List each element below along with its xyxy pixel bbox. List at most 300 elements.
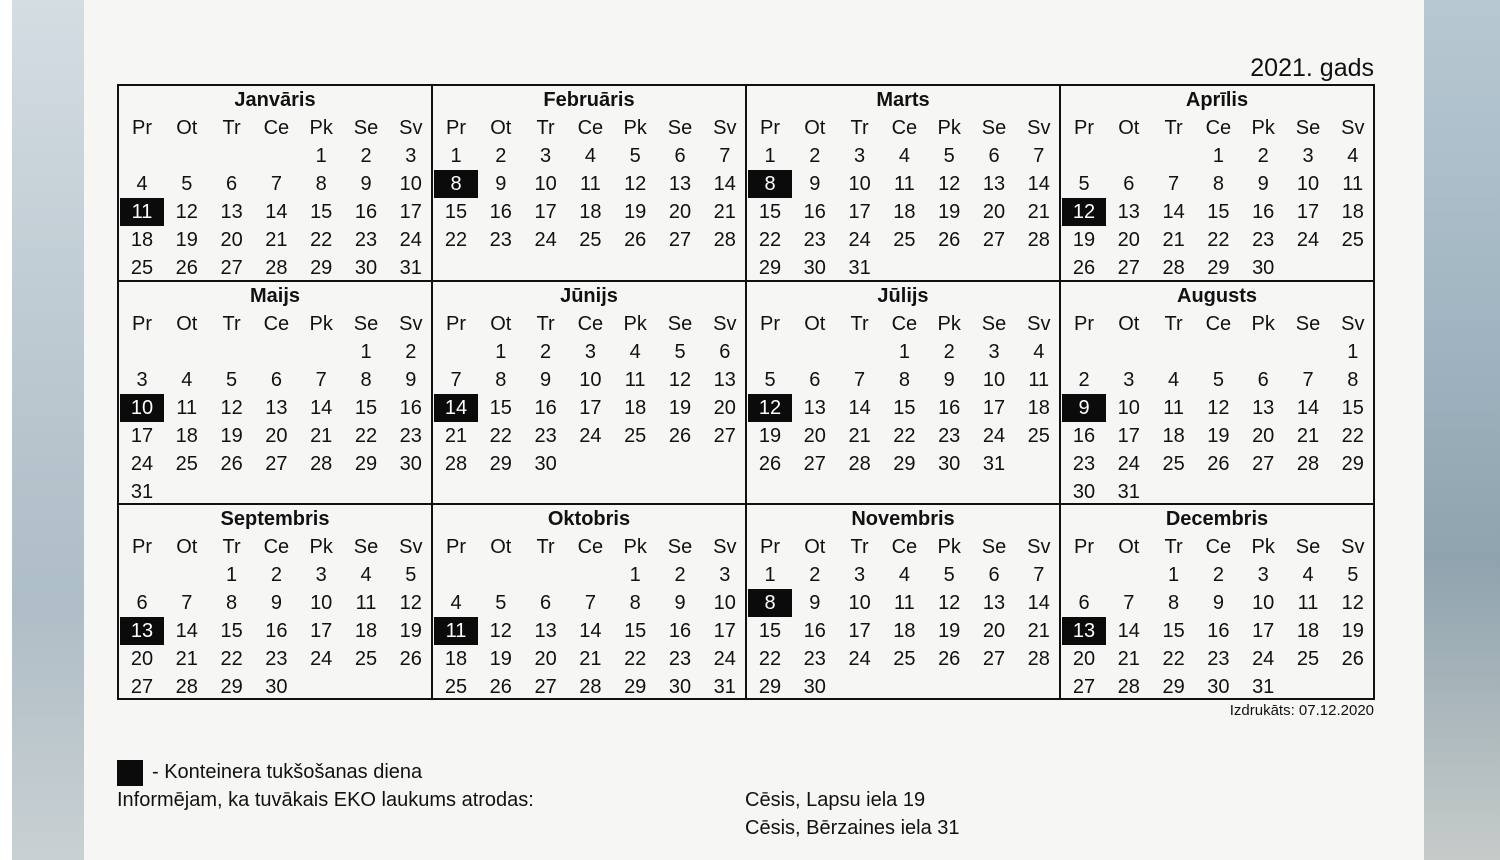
calendar-day: 5 (1212, 369, 1224, 391)
month-block (1061, 282, 1373, 505)
calendar-day: 18 (1027, 397, 1050, 419)
month-block (433, 282, 747, 505)
calendar-day: 5 (181, 173, 193, 195)
calendar-day: 29 (1162, 676, 1185, 698)
month-title: Aprīlis (1185, 89, 1249, 111)
calendar-day: 26 (399, 648, 422, 670)
calendar-day: 18 (1162, 425, 1185, 447)
weekday-header: Sv (1341, 536, 1365, 558)
calendar-day: 14 (1027, 173, 1050, 195)
calendar-day: 17 (848, 201, 871, 223)
calendar-day: 7 (1168, 173, 1180, 195)
calendar-day: 2 (809, 145, 821, 167)
calendar-day: 18 (354, 620, 378, 642)
weekday-header: Pk (623, 117, 647, 139)
calendar-day: 29 (1341, 453, 1364, 475)
calendar-day: 19 (668, 397, 692, 419)
calendar-day: 6 (809, 369, 821, 391)
month-block (433, 505, 747, 698)
calendar-day: 9 (270, 592, 282, 614)
calendar-day: 12 (220, 397, 243, 419)
calendar-day: 21 (265, 229, 288, 251)
calendar-day: 24 (848, 229, 871, 251)
calendar-day: 20 (265, 425, 288, 447)
calendar-day: 29 (893, 453, 916, 475)
calendar-day: 30 (1207, 676, 1230, 698)
calendar-day: 28 (848, 453, 871, 475)
calendar-day: 26 (668, 425, 692, 447)
calendar-day: 28 (175, 676, 198, 698)
weekday-header: Se (1295, 313, 1321, 335)
calendar-day: 12 (938, 592, 961, 614)
calendar-day: 2 (360, 145, 372, 167)
calendar-day: 7 (270, 173, 282, 195)
month-title: Oktobris (547, 508, 631, 530)
calendar-day: 21 (310, 425, 333, 447)
calendar-day: 18 (175, 425, 198, 447)
calendar-day: 2 (540, 341, 552, 363)
calendar-day: 3 (719, 564, 731, 586)
weekday-header: Ce (577, 117, 604, 139)
calendar-day: 28 (444, 453, 468, 475)
calendar-day: 1 (764, 564, 776, 586)
calendar-day: 3 (854, 564, 866, 586)
calendar-day: 11 (624, 369, 646, 391)
calendar-day: 23 (668, 648, 692, 670)
calendar-day: 2 (495, 145, 507, 167)
calendar-day: 7 (1302, 369, 1314, 391)
calendar-day: 31 (399, 257, 422, 279)
calendar-day: 10 (713, 592, 736, 614)
calendar-day: 11 (580, 173, 601, 195)
weekday-header: Tr (536, 536, 555, 558)
calendar-day: 16 (265, 620, 288, 642)
calendar-day: 6 (1078, 592, 1090, 614)
calendar-day: 27 (265, 453, 288, 475)
calendar-day: 27 (982, 229, 1006, 251)
weekday-header: Ce (1205, 117, 1232, 139)
weekday-header: Pk (309, 536, 333, 558)
calendar-day: 23 (534, 425, 557, 447)
calendar-day: 4 (584, 145, 596, 167)
weekday-header: Ce (577, 536, 604, 558)
calendar-day: 14 (1162, 201, 1185, 223)
calendar-day: 2 (1257, 145, 1269, 167)
calendar-day: 15 (489, 397, 512, 419)
weekday-header: Ce (891, 313, 918, 335)
calendar-day: 17 (399, 201, 422, 223)
month-block (1061, 86, 1373, 282)
calendar-day: 27 (668, 229, 692, 251)
calendar-day: 26 (938, 229, 961, 251)
calendar-day: 10 (399, 173, 422, 195)
weekday-header: Se (667, 117, 693, 139)
calendar-day: 11 (894, 173, 915, 195)
calendar-day: 30 (803, 676, 826, 698)
calendar-day: 5 (943, 564, 955, 586)
calendar-day: 27 (534, 676, 557, 698)
calendar-day: 7 (315, 369, 327, 391)
collection-day: 9 (1062, 394, 1106, 422)
month-block (119, 505, 433, 698)
calendar-day: 20 (668, 201, 692, 223)
calendar-day: 2 (1212, 564, 1224, 586)
calendar-day: 15 (1162, 620, 1185, 642)
calendar-day: 19 (399, 620, 422, 642)
weekday-header: Pr (760, 117, 780, 139)
calendar-day: 26 (175, 257, 198, 279)
month-block (433, 86, 747, 282)
calendar-day: 11 (1028, 369, 1050, 391)
weekday-header: Pr (1074, 117, 1094, 139)
calendar-day: 11 (176, 397, 198, 419)
calendar-day: 6 (1123, 173, 1135, 195)
weekday-header: Sv (1341, 117, 1365, 139)
calendar-day: 18 (130, 229, 154, 251)
calendar-day: 26 (220, 453, 243, 475)
calendar-day: 19 (938, 201, 961, 223)
calendar-day: 3 (405, 145, 417, 167)
calendar-day: 23 (938, 425, 961, 447)
calendar-day: 25 (893, 648, 916, 670)
calendar-day: 17 (534, 201, 557, 223)
calendar-day: 10 (848, 592, 871, 614)
weekday-header: Tr (850, 536, 869, 558)
calendar-day: 20 (803, 425, 826, 447)
calendar-day: 8 (898, 369, 910, 391)
calendar-day: 20 (982, 620, 1006, 642)
calendar-day: 7 (450, 369, 462, 391)
calendar-day: 3 (1257, 564, 1269, 586)
calendar-day: 24 (579, 425, 602, 447)
calendar-day: 16 (803, 620, 826, 642)
calendar-day: 12 (399, 592, 422, 614)
calendar-day: 4 (181, 369, 193, 391)
calendar-day: 26 (489, 676, 512, 698)
calendar-day: 5 (943, 145, 955, 167)
calendar-day: 12 (175, 201, 198, 223)
weekday-header: Se (981, 117, 1007, 139)
weekday-header: Pr (132, 536, 152, 558)
calendar-day: 8 (495, 369, 507, 391)
calendar-day: 25 (444, 676, 468, 698)
calendar-day: 8 (1347, 369, 1359, 391)
calendar-day: 16 (803, 201, 826, 223)
calendar-day: 22 (758, 648, 782, 670)
calendar-day: 14 (579, 620, 602, 642)
weekday-header: Ot (1118, 313, 1140, 335)
calendar-day: 1 (315, 145, 327, 167)
calendar-day: 22 (624, 648, 647, 670)
calendar-day: 18 (893, 620, 916, 642)
calendar-day: 11 (1163, 397, 1184, 419)
calendar-day: 15 (758, 201, 782, 223)
calendar-day: 3 (1302, 145, 1314, 167)
calendar-day: 15 (893, 397, 916, 419)
calendar-day: 30 (354, 257, 378, 279)
month-title: Maijs (249, 285, 301, 307)
location-1: Cēsis, Lapsu iela 19 (745, 789, 926, 811)
calendar-day: 21 (175, 648, 198, 670)
calendar-day: 21 (1296, 425, 1320, 447)
calendar-day: 22 (354, 425, 378, 447)
calendar-day: 24 (848, 648, 871, 670)
calendar-day: 9 (405, 369, 417, 391)
calendar-day: 27 (220, 257, 243, 279)
weekday-header: Se (667, 536, 693, 558)
location-2: Cēsis, Bērzaines iela 31 (745, 817, 960, 839)
month-title: Septembris (220, 508, 330, 530)
calendar-day: 10 (1117, 397, 1140, 419)
calendar-day: 10 (848, 173, 871, 195)
calendar-day: 7 (854, 369, 866, 391)
calendar-day: 11 (1297, 592, 1319, 614)
calendar-day: 25 (354, 648, 378, 670)
calendar-day: 20 (982, 201, 1006, 223)
month-title: Jūlijs (877, 285, 929, 307)
calendar-day: 13 (534, 620, 557, 642)
calendar-day: 13 (982, 592, 1006, 614)
calendar-day: 21 (848, 425, 871, 447)
calendar-day: 31 (848, 257, 871, 279)
calendar-day: 9 (360, 173, 372, 195)
weekday-header: Ce (891, 117, 918, 139)
weekday-header: Ot (804, 117, 826, 139)
calendar-day: 29 (310, 257, 333, 279)
calendar-day: 1 (764, 145, 776, 167)
weekday-header: Sv (713, 536, 737, 558)
weekday-header: Ce (577, 313, 604, 335)
weekday-header: Sv (713, 313, 737, 335)
calendar-day: 15 (624, 620, 647, 642)
calendar-day: 29 (758, 257, 782, 279)
calendar-day: 25 (1296, 648, 1320, 670)
calendar-day: 31 (982, 453, 1006, 475)
collection-day: 8 (434, 170, 478, 198)
calendar-day: 22 (489, 425, 512, 447)
calendar-day: 28 (579, 676, 602, 698)
calendar-day: 4 (898, 564, 910, 586)
weekday-header: Pr (132, 117, 152, 139)
calendar-day: 6 (719, 341, 731, 363)
calendar-day: 6 (226, 173, 238, 195)
calendar-day: 21 (444, 425, 468, 447)
calendar-day: 21 (1027, 620, 1050, 642)
calendar-day: 27 (1252, 453, 1275, 475)
calendar-day: 17 (982, 397, 1006, 419)
weekday-header: Pr (446, 536, 466, 558)
weekday-header: Se (1295, 117, 1321, 139)
calendar-day: 9 (540, 369, 552, 391)
collection-day: 11 (434, 617, 478, 645)
calendar-day: 24 (130, 453, 154, 475)
calendar-day: 23 (803, 229, 826, 251)
weekday-header: Sv (713, 117, 737, 139)
weekday-header: Sv (1027, 536, 1051, 558)
weekday-header: Ce (891, 536, 918, 558)
weekday-header: Ot (490, 117, 512, 139)
weekday-header: Ot (1118, 536, 1140, 558)
calendar-day: 15 (220, 620, 243, 642)
calendar-day: 2 (809, 564, 821, 586)
calendar-day: 4 (1168, 369, 1180, 391)
weekday-header: Sv (399, 117, 423, 139)
calendar-day: 6 (270, 369, 282, 391)
weekday-header: Se (353, 313, 379, 335)
calendar-day: 17 (579, 397, 602, 419)
weekday-header: Pk (309, 313, 333, 335)
weekday-header: Tr (1164, 313, 1183, 335)
calendar-day: 5 (1347, 564, 1359, 586)
calendar-day: 10 (982, 369, 1006, 391)
calendar-day: 13 (713, 369, 736, 391)
calendar-day: 23 (265, 648, 288, 670)
weekday-header: Tr (222, 117, 241, 139)
calendar-day: 22 (893, 425, 916, 447)
calendar-day: 24 (1252, 648, 1275, 670)
weekday-header: Sv (1027, 313, 1051, 335)
calendar-day: 27 (1117, 257, 1140, 279)
calendar-day: 11 (1342, 173, 1364, 195)
calendar-day: 16 (938, 397, 961, 419)
calendar-day: 6 (136, 592, 148, 614)
calendar-day: 31 (130, 481, 154, 503)
calendar-day: 2 (674, 564, 686, 586)
calendar-day: 16 (668, 620, 692, 642)
weekday-header: Ot (176, 536, 198, 558)
calendar-day: 27 (1072, 676, 1096, 698)
calendar-day: 21 (1027, 201, 1050, 223)
calendar-day: 14 (265, 201, 288, 223)
weekday-header: Sv (399, 313, 423, 335)
calendar-day: 25 (579, 229, 602, 251)
month-title: Janvāris (234, 89, 316, 111)
weekday-header: Ce (1205, 536, 1232, 558)
calendar-day: 21 (1117, 648, 1140, 670)
calendar-day: 9 (809, 173, 821, 195)
calendar-day: 12 (1207, 397, 1230, 419)
month-title: Februāris (543, 89, 635, 111)
calendar-day: 23 (1207, 648, 1230, 670)
calendar-day: 25 (1341, 229, 1364, 251)
calendar-day: 20 (1072, 648, 1096, 670)
calendar-day: 16 (489, 201, 512, 223)
calendar-day: 16 (1072, 425, 1096, 447)
calendar-day: 13 (803, 397, 826, 419)
calendar-day: 21 (713, 201, 736, 223)
calendar-day: 2 (405, 341, 417, 363)
calendar-day: 19 (1072, 229, 1096, 251)
calendar-day: 3 (136, 369, 148, 391)
calendar-day: 27 (982, 648, 1006, 670)
calendar-day: 17 (713, 620, 736, 642)
calendar-day: 25 (624, 425, 647, 447)
calendar-day: 18 (444, 648, 468, 670)
calendar-day: 14 (713, 173, 736, 195)
weekday-header: Pr (132, 313, 152, 335)
calendar-day: 1 (1168, 564, 1180, 586)
calendar-day: 13 (982, 173, 1006, 195)
calendar-day: 12 (624, 173, 647, 195)
weekday-header: Pk (623, 313, 647, 335)
calendar-day: 1 (1212, 145, 1224, 167)
calendar-day: 6 (988, 564, 1000, 586)
calendar-day: 15 (1207, 201, 1230, 223)
collection-day: 14 (434, 394, 478, 422)
calendar-day: 2 (270, 564, 282, 586)
weekday-header: Pr (760, 536, 780, 558)
calendar-day: 30 (803, 257, 826, 279)
calendar-day: 1 (495, 341, 507, 363)
calendar-day: 19 (1207, 425, 1230, 447)
calendar-day: 15 (444, 201, 468, 223)
calendar-day: 3 (584, 341, 596, 363)
calendar-day: 7 (1033, 564, 1045, 586)
weekday-header: Tr (850, 313, 869, 335)
calendar-day: 23 (399, 425, 422, 447)
weekday-header: Ce (263, 313, 290, 335)
calendar-day: 16 (399, 397, 422, 419)
calendar-day: 4 (1302, 564, 1314, 586)
calendar-day: 4 (1347, 145, 1359, 167)
calendar-day: 29 (624, 676, 647, 698)
weekday-header: Ot (176, 313, 198, 335)
calendar-day: 23 (803, 648, 826, 670)
collection-day: 12 (748, 394, 792, 422)
calendar-day: 4 (360, 564, 372, 586)
calendar-day: 5 (629, 145, 641, 167)
calendar-day: 4 (450, 592, 462, 614)
calendar-day: 26 (1207, 453, 1230, 475)
calendar-day: 22 (220, 648, 243, 670)
weekday-header: Pr (446, 313, 466, 335)
calendar-day: 1 (629, 564, 641, 586)
calendar-day: 26 (1341, 648, 1364, 670)
month-title: Augusts (1177, 285, 1257, 307)
weekday-header: Tr (536, 313, 555, 335)
calendar-day: 27 (130, 676, 154, 698)
calendar-day: 19 (938, 620, 961, 642)
calendar-day: 21 (1162, 229, 1185, 251)
calendar-day: 20 (220, 229, 243, 251)
calendar-day: 28 (1296, 453, 1320, 475)
calendar-day: 19 (175, 229, 198, 251)
calendar-day: 29 (220, 676, 243, 698)
calendar-day: 29 (489, 453, 512, 475)
calendar-day: 27 (803, 453, 826, 475)
calendar-day: 1 (226, 564, 238, 586)
weekday-header: Tr (222, 313, 241, 335)
calendar-day: 4 (1033, 341, 1045, 363)
weekday-header: Ot (1118, 117, 1140, 139)
weekday-header: Ot (490, 313, 512, 335)
calendar-day: 22 (444, 229, 468, 251)
calendar-day: 20 (534, 648, 557, 670)
calendar-day: 22 (310, 229, 333, 251)
calendar-day: 8 (629, 592, 641, 614)
calendar-day: 22 (758, 229, 782, 251)
calendar-day: 13 (668, 173, 692, 195)
calendar-day: 30 (265, 676, 288, 698)
calendar-day: 25 (175, 453, 198, 475)
calendar-day: 30 (1252, 257, 1275, 279)
calendar-day: 20 (1252, 425, 1275, 447)
weekday-header: Sv (399, 536, 423, 558)
calendar-day: 6 (540, 592, 552, 614)
weekday-header: Tr (850, 117, 869, 139)
calendar-day: 23 (489, 229, 512, 251)
calendar-day: 4 (136, 173, 148, 195)
